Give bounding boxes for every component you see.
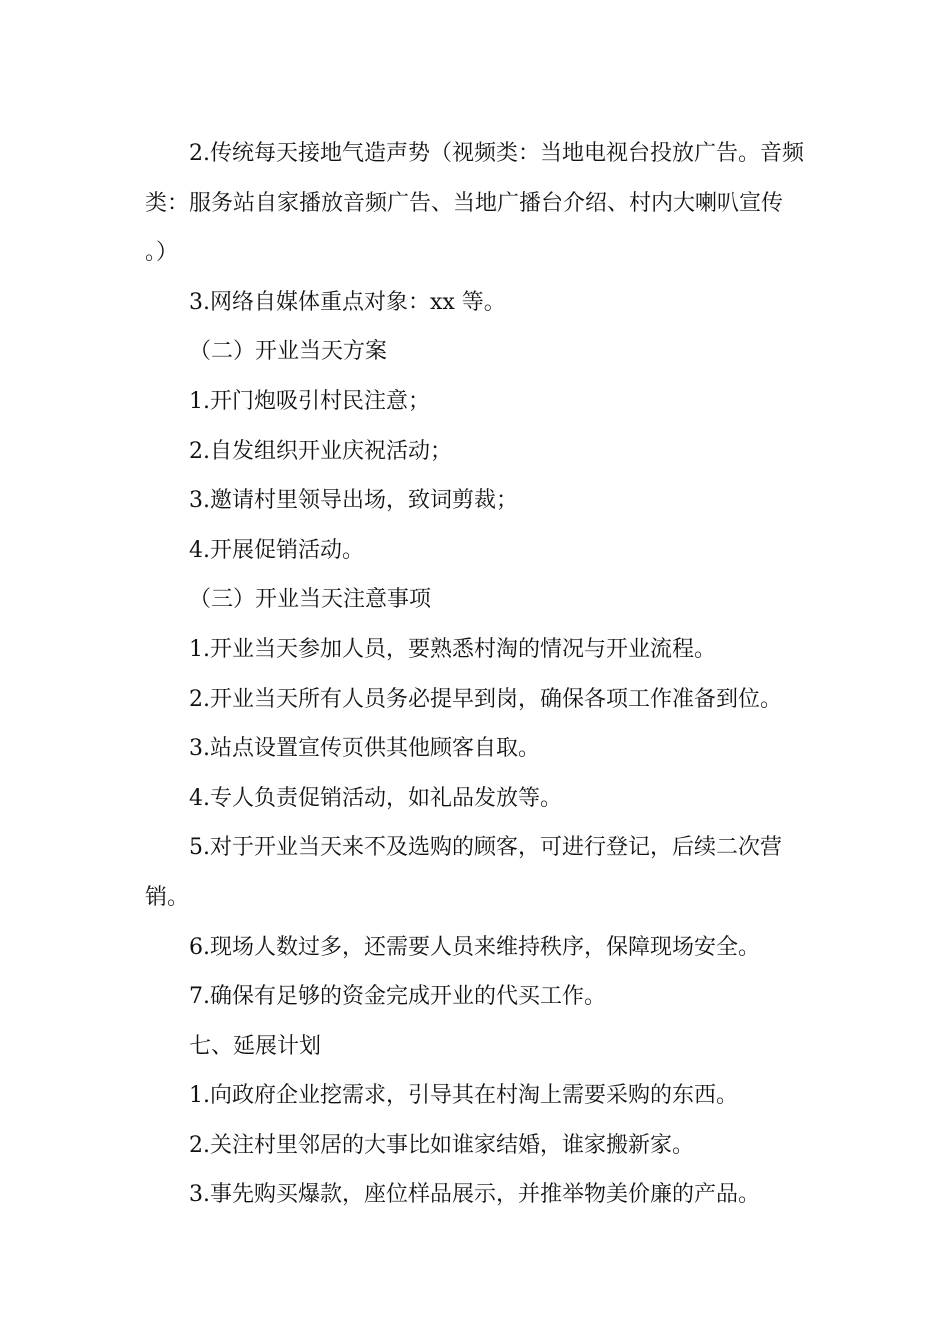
list-item: 2.关注村里邻居的大事比如谁家结婚，谁家搬新家。	[189, 1132, 694, 1158]
list-item: 1.开门炮吸引村民注意；	[189, 388, 430, 414]
list-item: 5.对于开业当天来不及选购的顾客，可进行登记，后续二次营销。	[145, 835, 782, 910]
list-item: 3.邀请村里领导出场，致词剪裁；	[189, 488, 518, 514]
paragraph-self-media: 3.网络自媒体重点对象：xx 等。	[189, 289, 506, 315]
list-item: 3.站点设置宣传页供其他顾客自取。	[189, 736, 540, 762]
section-heading-opening-day-notes: （三）开业当天注意事项	[189, 587, 432, 613]
list-item: 1.开业当天参加人员，要熟悉村淘的情况与开业流程。	[189, 636, 716, 662]
list-item: 2.自发组织开业庆祝活动；	[189, 438, 452, 464]
document-body	[145, 129, 810, 1220]
list-item: 2.开业当天所有人员务必提早到岗，确保各项工作准备到位。	[189, 686, 782, 712]
paragraph-traditional-promotion: 2.传统每天接地气造声势（视频类：当地电视台投放广告。音频类：服务站自家播放音频广告、当地广播台介绍、村内大喇叭宣传 。）	[145, 141, 804, 266]
section-heading-extension-plan: 七、延展计划	[189, 1033, 322, 1059]
list-item: 3.事先购买爆款，座位样品展示，并推举物美价廉的产品。	[189, 1182, 760, 1208]
list-item: 7.确保有足够的资金完成开业的代买工作。	[189, 984, 606, 1010]
list-item: 6.现场人数过多，还需要人员来维持秩序，保障现场安全。	[189, 934, 760, 960]
section-heading-opening-day-plan: （二）开业当天方案	[189, 339, 388, 365]
list-item: 4.开展促销活动。	[189, 537, 364, 563]
list-item: 4.专人负责促销活动，如礼品发放等。	[189, 785, 562, 811]
list-item: 1.向政府企业挖需求，引导其在村淘上需要采购的东西。	[189, 1083, 738, 1109]
